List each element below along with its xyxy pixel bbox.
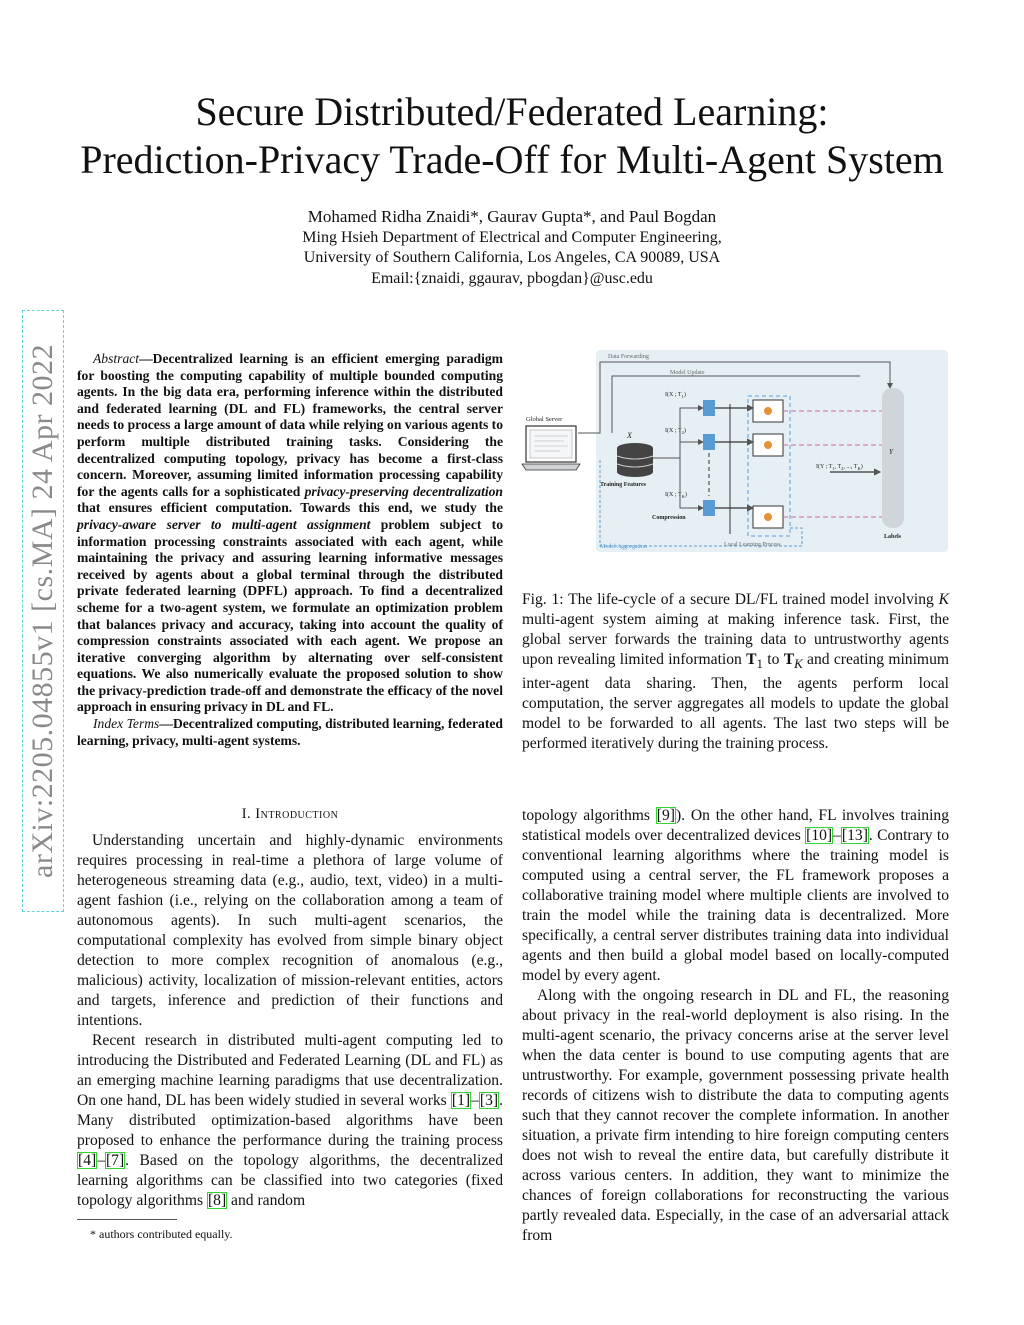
figure-svg xyxy=(520,348,950,563)
local-learning-label: Local Learning Process xyxy=(724,542,781,548)
author-block xyxy=(0,207,1024,289)
title-line-1: Secure Distributed/Federated Learning: xyxy=(195,89,829,134)
citation-link[interactable]: [7] xyxy=(105,1152,125,1169)
text-run: topology algorithms xyxy=(522,807,656,824)
intro-paragraph-2 xyxy=(77,1031,503,1211)
citation-link[interactable]: [3] xyxy=(479,1092,499,1109)
citation-link[interactable]: [1] xyxy=(451,1092,471,1109)
figure-1-diagram xyxy=(520,348,950,563)
text-run: Recent research in distributed multi-agent computing led to introducing the Distributed and Federated Learning (DL and FL) as an emerging machine learning paradigms that use decentralization. On one hand, DL has been widely studied in several works xyxy=(77,1032,503,1109)
caption-t1: T xyxy=(746,651,757,668)
text-run: . Many distributed optimization-based algorithms have been proposed to enhance the performance during the training process xyxy=(77,1092,503,1149)
caption-text: multi-agent system aiming at making inference task. First, the global server forwards the training data to untrustworthy agents upon revealing limited information xyxy=(522,611,949,668)
text-run: ). On the other hand, FL involves training statistical models over decentralized devices xyxy=(522,807,949,844)
citation-link[interactable]: [8] xyxy=(207,1192,227,1209)
citation-link[interactable]: [4] xyxy=(78,1152,97,1169)
global-server-label: Global Server xyxy=(526,416,563,423)
email-line: Email:{znaidi, ggaurav, pbogdan}@usc.edu xyxy=(371,269,653,287)
ik-text: I(X ; T xyxy=(665,492,682,498)
info-y-label xyxy=(816,463,863,471)
index-terms-label: Index Terms xyxy=(93,716,160,732)
caption-t1-sub: 1 xyxy=(756,656,764,672)
iy-rest2: , ..., T xyxy=(843,464,858,470)
abstract-emphasis-1: privacy-preserving decentralization xyxy=(304,483,503,499)
iy-text: I(Y ; T xyxy=(816,464,833,470)
ik-sub: K xyxy=(681,494,685,499)
section-heading: I. Introduction xyxy=(241,806,339,822)
i2-text: I(X ; T xyxy=(665,428,682,434)
caption-text: and creating minimum inter-agent data sharing. Then, the agents perform local computation, the server aggregates all models to update the global model to be forwarded to all agents. The last two steps will be performed iteratively during the training process. xyxy=(522,651,949,753)
abstract-paragraph xyxy=(77,351,503,716)
abstract-emphasis-2: privacy-aware server to multi-agent assignment xyxy=(77,516,371,532)
iy-sub2: 2 xyxy=(841,466,844,471)
abstract xyxy=(77,351,503,749)
labels-column xyxy=(882,388,904,528)
intro-paragraph-3 xyxy=(522,806,949,986)
y-label: Y xyxy=(889,448,893,456)
caption-tk-sub: K xyxy=(794,656,803,672)
intro-right-column xyxy=(522,806,949,1246)
title-line-2: Prediction-Privacy Trade-Off for Multi-Agent System xyxy=(80,137,944,182)
text-run: and random xyxy=(227,1192,306,1209)
iy-subk: K xyxy=(857,466,861,471)
ik-close: ) xyxy=(684,492,687,498)
i1-close: ) xyxy=(683,392,686,398)
i2-close: ) xyxy=(683,428,686,434)
compression-label: Compression xyxy=(652,515,686,521)
paper-title xyxy=(0,88,1024,184)
iy-sub1: 1 xyxy=(832,466,835,471)
caption-text: Fig. 1: The life-cycle of a secure DL/FL trained model involving xyxy=(522,591,939,608)
database-icon xyxy=(617,443,653,477)
abstract-text-3: problem subject to information processing constraints associated with each agent, while maintaining the privacy and assuring learning informative messages received by agents about a global terminal through the distributed private federated learning (DPFL) approach. To find a decentralized scheme for a two-agent system, we formulate an optimization problem that balances privacy and accuracy, taking into account the quality of compression constraints associated with each agent. We propose an iterative converging algorithm by alternating over self-consistent equations. We also numerically evaluate the proposed solution to show the privacy-prediction trade-off and demonstrate the efficacy of the novel approach in ensuring privacy in DL and FL. xyxy=(77,516,504,715)
citation-link[interactable]: [13] xyxy=(841,827,868,844)
data-forwarding-label: Data Forwarding xyxy=(608,354,649,360)
model-update-label: Model Update xyxy=(670,370,705,376)
text-run: – xyxy=(471,1092,479,1109)
index-terms xyxy=(77,716,503,749)
i1-text: I(X ; T xyxy=(665,392,682,398)
index-terms-text: —Decentralized computing, distributed learning, federated learning, privacy, multi-agent systems. xyxy=(77,716,503,748)
figure-caption xyxy=(522,590,949,754)
intro-left-column xyxy=(77,831,503,1211)
footnote: * authors contributed equally. xyxy=(90,1227,233,1241)
global-server-icon xyxy=(522,426,580,470)
abstract-text-1: —Decentralized learning is an efficient emerging paradigm for boosting the computing capability of multiple bounded computing agents. In the big data era, performing inference within the distributed and federated learning (DL and FL) frameworks, the central server needs to process a large amount of data while relying on various agents to perform multiple distributed training tasks. Considering the decentralized computing topology, privacy has become a first-class concern. Moreover, assuming limited information processing capability for the agents calls for a sophisticated xyxy=(77,351,503,499)
text-run: – xyxy=(97,1152,105,1169)
iy-close: ) xyxy=(860,464,863,470)
citation-link[interactable]: [9] xyxy=(656,807,675,824)
training-features-label: Training Features xyxy=(600,482,646,488)
caption-k: K xyxy=(938,591,949,608)
text-run: – xyxy=(833,827,841,844)
text-run: . Based on the topology algorithms, the decentralized learning algorithms can be classified into two categories (fixed topology algorithms xyxy=(77,1152,503,1209)
i1-sub: 1 xyxy=(681,394,684,399)
caption-text: to xyxy=(763,651,784,668)
affiliation-line-1: Ming Hsieh Department of Electrical and Computer Engineering, xyxy=(302,228,722,246)
intro-paragraph-1: Understanding uncertain and highly-dynamic environments requires processing in real-time a plethora of large volume of heterogeneous streaming data (e.g., audio, text, video) in a multi-agent fashion (i.e., relying on the collaboration among a team of autonomous agents). In such multi-agent scenarios, the computational complexity has evolved from simple binary object detection to more complex recognition of anomalous (e.g., malicious) activity, localization of mission-relevant entities, actors and targets, inference and prediction of their functions and intentions. xyxy=(77,832,503,1029)
abstract-label: Abstract xyxy=(93,351,140,366)
author-names: Mohamed Ridha Znaidi*, Gaurav Gupta*, and Paul Bogdan xyxy=(307,207,717,226)
affiliation-line-2: University of Southern California, Los Angeles, CA 90089, USA xyxy=(303,249,721,266)
model-aggregation-label: Model Aggregation xyxy=(600,544,647,550)
arxiv-id: arXiv:2205.04855v1 [cs.MA] 24 Apr 2022 xyxy=(26,344,59,878)
abstract-text-2: that ensures efficient computation. Towards this end, we study the xyxy=(77,500,503,516)
text-run: . Contrary to conventional learning algorithms where the training model is computed using a central server, the FL framework proposes a collaborative training model where multiple clients are involved to train the model while the training data is decentralized. More specifically, a central server distributes training data into individual agents and then build a global model based on locally-computed model by every agent. xyxy=(522,827,949,984)
iy-rest: , T xyxy=(834,464,842,470)
intro-paragraph-4: Along with the ongoing research in DL and FL, the reasoning about privacy in the real-world deployment is also rising. In the multi-agent scenario, the privacy concerns arise at the server level when the data center is bound to use computing agents that are untrustworthy. For example, government possessing private health records of citizens wish to distribute the data to computing agents such that they cannot recover the complete information. In another situation, a private firm intending to hire foreign computing centers does not wish to reveal the entire data, but carefully distribute it across various centers. In addition, they want to minimize the chances of foreign collaborations for reconstructing the various partly revealed data. Especially, in the case of an adversarial attack from xyxy=(522,987,949,1244)
citation-link[interactable]: [10] xyxy=(806,827,833,844)
i2-sub: 2 xyxy=(681,430,684,435)
caption-tk: T xyxy=(783,651,795,668)
footnote-rule xyxy=(77,1219,177,1220)
x-label: X xyxy=(627,431,632,440)
arxiv-stamp[interactable] xyxy=(22,310,64,912)
labels-caption: Labels xyxy=(884,534,902,540)
